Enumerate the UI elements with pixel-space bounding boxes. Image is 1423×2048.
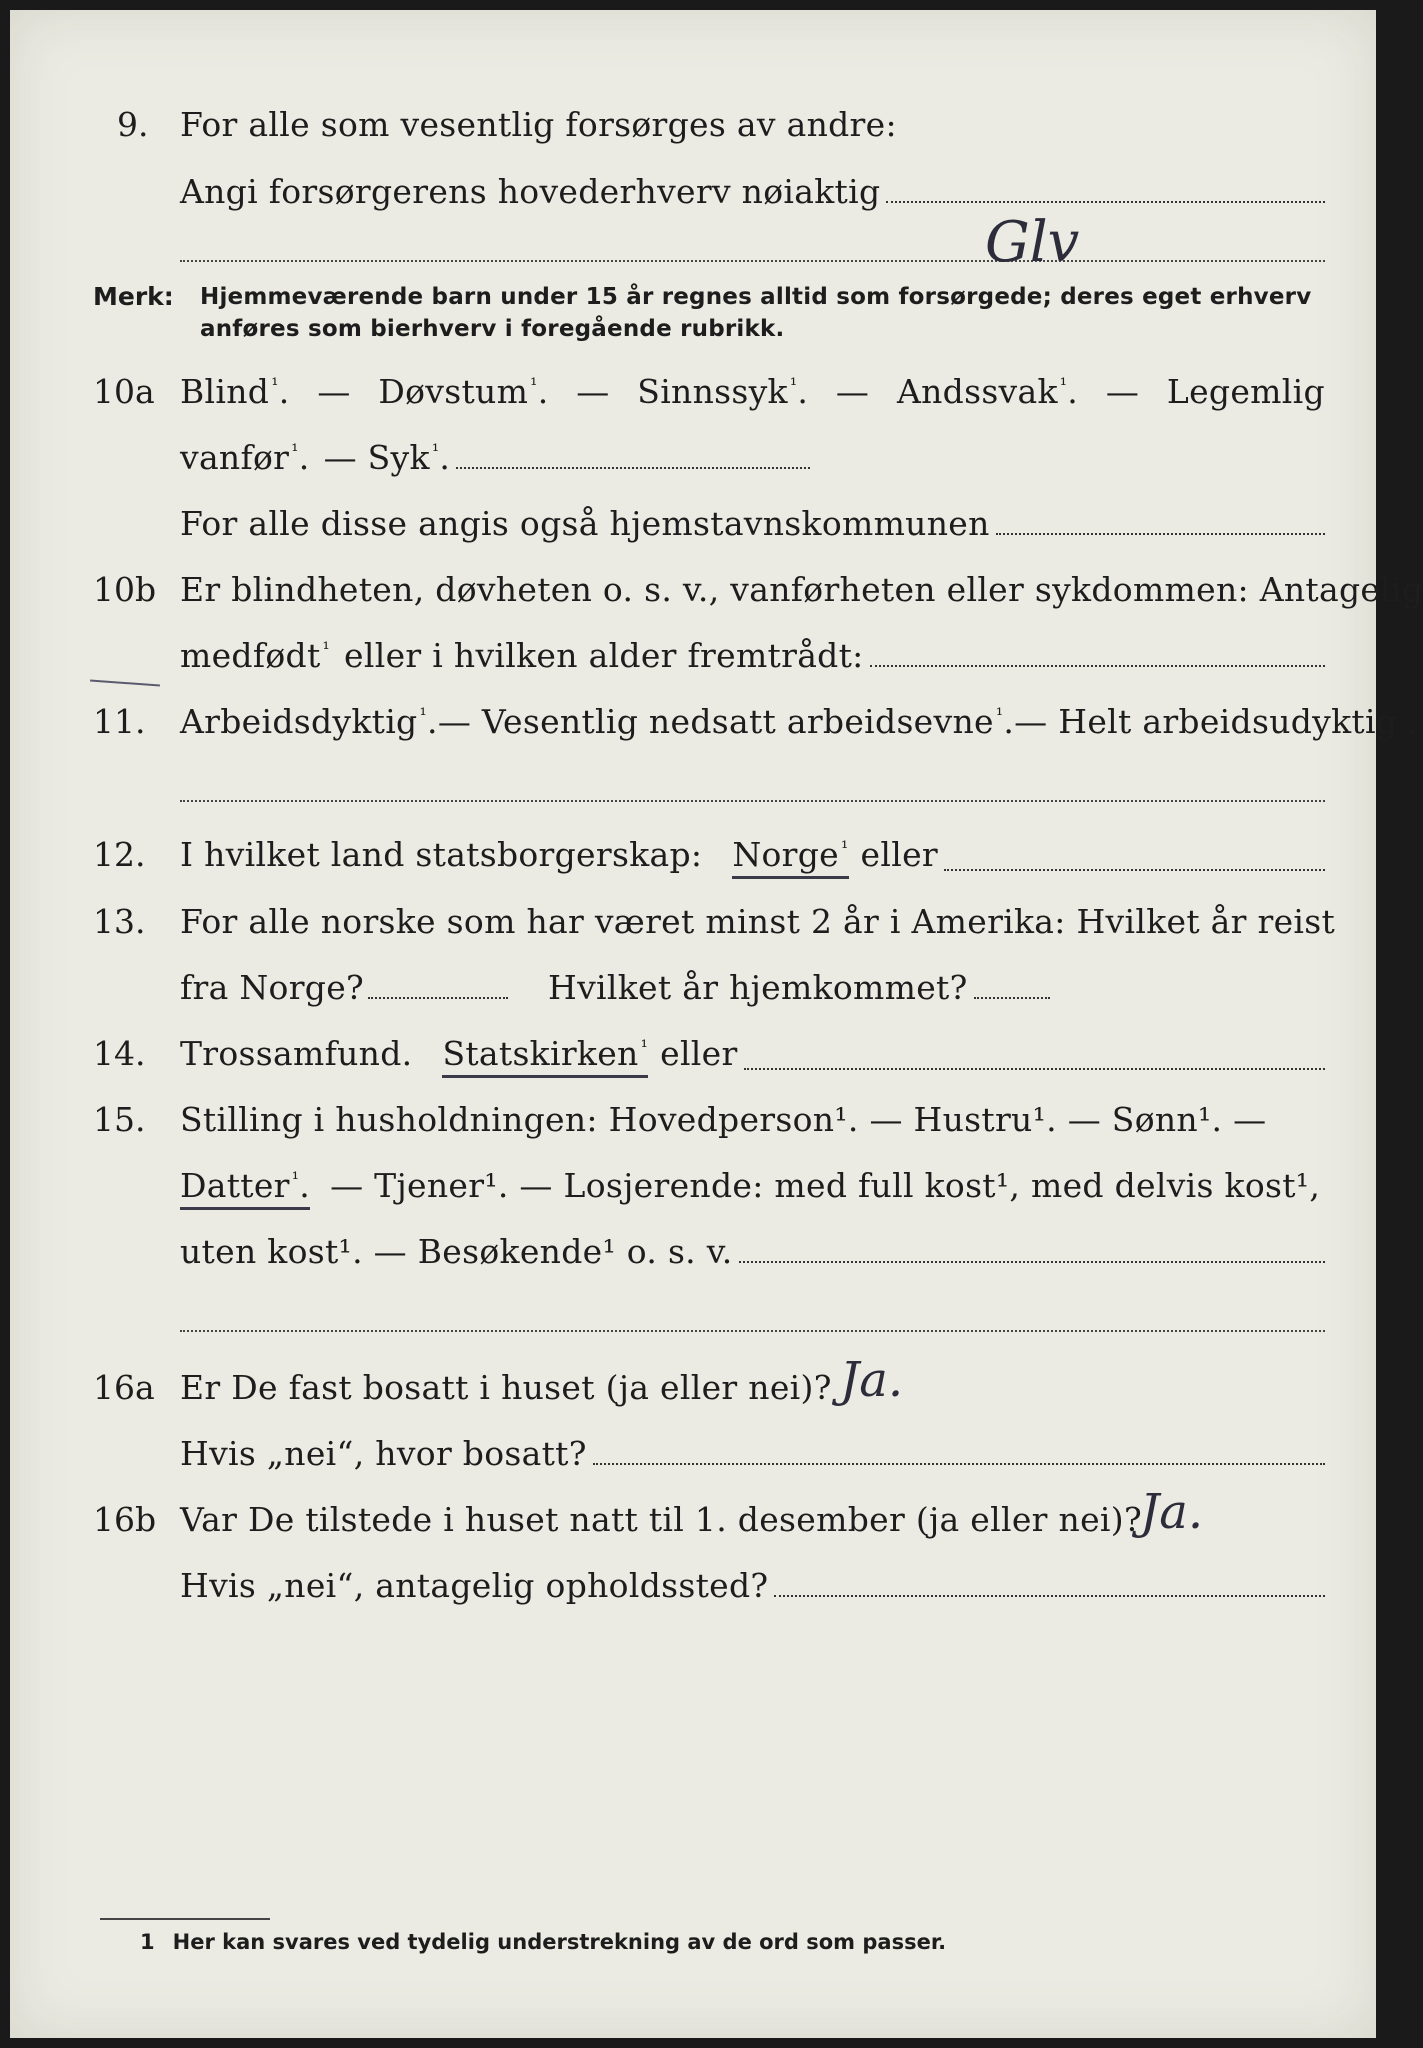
q16a-handwritten-answer: Ja.	[840, 1352, 904, 1408]
q15-datter-option[interactable]: Datter $^{^1}$.	[180, 1166, 310, 1210]
q9-line2	[180, 172, 1325, 211]
q10b-number: 10b	[93, 570, 157, 609]
q10a-hjemstavn-answer-line[interactable]	[996, 533, 1325, 535]
q10a-number: 10a	[93, 372, 155, 411]
footnote-mark: 1	[140, 1930, 155, 1954]
q10a-dash2: —	[576, 372, 610, 411]
q10b-line2	[180, 636, 1325, 675]
footnote	[140, 1930, 946, 1954]
q15-line3-text: uten kost¹. — Besøkende¹ o. s. v.	[180, 1232, 733, 1271]
q9-line1: For alle som vesentlig forsørges av andre:	[180, 105, 897, 144]
q12-text: I hvilket land statsborgerskap:	[180, 835, 703, 874]
q14-answer-line[interactable]	[744, 1068, 1325, 1070]
q15-line3	[180, 1232, 1325, 1271]
merk-line2: anføres som bierhverv i foregående rubrikk.	[200, 316, 785, 342]
q10a-line3-text: For alle disse angis også hjemstavnskommunen	[180, 504, 990, 543]
q10a-line2	[180, 438, 810, 477]
q11-answer-line[interactable]	[180, 800, 1325, 802]
q9-answer-line[interactable]	[886, 201, 1325, 203]
q10a-sinnssyk[interactable]: Sinnssyk $^{^1}$.	[637, 372, 809, 411]
q10a-dovstum[interactable]: Døvstum $^{^1}$.	[378, 372, 549, 411]
q13-line1: For alle norske som har været minst 2 år i Amerika: Hvilket år reist	[180, 902, 1336, 941]
q9-line2-text: Angi forsørgerens hovederhverv nøiaktig	[180, 172, 881, 211]
q15-answer-line[interactable]	[739, 1261, 1325, 1263]
q10b-line1: Er blindheten, døvheten o. s. v., vanførheten eller sykdommen: Antagelig	[180, 570, 1423, 609]
q10a-vanfor[interactable]: vanfør $^{^1}$.	[180, 438, 310, 477]
merk-line1: Hjemmeværende barn under 15 år regnes alltid som forsørgede; deres eget erhverv	[200, 284, 1312, 310]
margin-pen-mark	[90, 680, 160, 687]
q13-line2	[180, 968, 1050, 1007]
footnote-rule	[100, 1918, 270, 1920]
q11-nedsatt[interactable]: — Vesentlig nedsatt arbeidsevne $^{^1}$.	[437, 702, 1015, 741]
q14-line	[180, 1034, 1325, 1078]
q14-text: Trossamfund.	[180, 1034, 413, 1073]
q16b-answer-line[interactable]	[774, 1595, 1325, 1597]
q15-line2-rest: — Tjener¹. — Losjerende: med full kost¹, med delvis kost¹,	[330, 1166, 1321, 1205]
footnote-text: Her kan svares ved tydelig understrekning av de ord som passer.	[172, 1930, 947, 1954]
q10a-legemlig[interactable]: Legemlig	[1166, 372, 1325, 411]
q15-line2	[180, 1166, 1325, 1210]
q13-hjemkommet-answer-line[interactable]	[974, 997, 1050, 999]
q13-number: 13.	[93, 902, 146, 941]
q16b-line2	[180, 1566, 1325, 1605]
merk-label: Merk:	[93, 282, 174, 311]
q16b-number: 16b	[93, 1500, 157, 1539]
q16a-number: 16a	[93, 1368, 155, 1407]
q13-reist-answer-line[interactable]	[368, 997, 508, 999]
q16a-line2-text: Hvis „nei“, hvor bosatt?	[180, 1434, 587, 1473]
q10a-dash1: —	[317, 372, 351, 411]
q15-line1: Stilling i husholdningen: Hovedperson¹. — Hustru¹. — Sønn¹. —	[180, 1100, 1267, 1139]
q16a-answer-line[interactable]	[593, 1463, 1325, 1465]
q11-number: 11.	[93, 702, 146, 741]
q10a-dash3: —	[835, 372, 870, 411]
q10b-answer-line[interactable]	[870, 665, 1325, 667]
q12-answer-line[interactable]	[944, 869, 1325, 871]
q15-number: 15.	[93, 1100, 146, 1139]
q16a-line2	[180, 1434, 1325, 1473]
q10a-line3	[180, 504, 1325, 543]
q14-statskirken-option[interactable]: Statskirken $^{^1}$	[442, 1034, 648, 1078]
q12-line	[180, 835, 1325, 879]
q10a-syk[interactable]: — Syk $^{^1}$.	[323, 438, 451, 477]
q15-extra-answer-line[interactable]	[180, 1330, 1325, 1332]
q12-eller: eller	[860, 835, 938, 874]
q13-hjemkommet-text: Hvilket år hjemkommet?	[548, 968, 968, 1007]
q10a-andssvak[interactable]: Andssvak $^{^1}$.	[896, 372, 1079, 411]
q10a-syk-answer-line[interactable]	[456, 467, 810, 469]
q16b-line2-text: Hvis „nei“, antagelig opholdssted?	[180, 1566, 769, 1605]
q11-arbeidsdyktig[interactable]: Arbeidsdyktig $^{^1}$.	[180, 702, 438, 741]
q11-line1	[180, 702, 1418, 741]
q9-number: 9.	[117, 105, 149, 144]
q16a-line1: Er De fast bosatt i huset (ja eller nei)?	[180, 1368, 832, 1407]
census-form-page	[10, 10, 1423, 2038]
q10b-line2-text: eller i hvilken alder fremtrådt:	[344, 636, 864, 675]
q10a-dash4: —	[1105, 372, 1140, 411]
q11-udyktig[interactable]: — Helt arbeidsudyktig $^{^1}$.	[1014, 702, 1418, 741]
q16b-handwritten-answer: Ja.	[1140, 1484, 1204, 1540]
q14-eller: eller	[660, 1034, 738, 1073]
q9-handwritten-answer: Glv	[985, 210, 1080, 275]
q9-second-answer-line[interactable]	[180, 260, 1325, 262]
q10b-medfodt[interactable]: medfødt $^{^1}$	[180, 636, 331, 675]
q13-reist-text: fra Norge?	[180, 968, 365, 1007]
q14-number: 14.	[93, 1034, 146, 1073]
q12-number: 12.	[93, 835, 146, 874]
q12-norge-option[interactable]: Norge $^{^1}$	[732, 835, 848, 879]
q10a-blind[interactable]: Blind $^{^1}$.	[180, 372, 290, 411]
q16b-line1: Var De tilstede i huset natt til 1. desember (ja eller nei)?	[180, 1500, 1142, 1539]
q10a-line1	[180, 372, 1325, 411]
